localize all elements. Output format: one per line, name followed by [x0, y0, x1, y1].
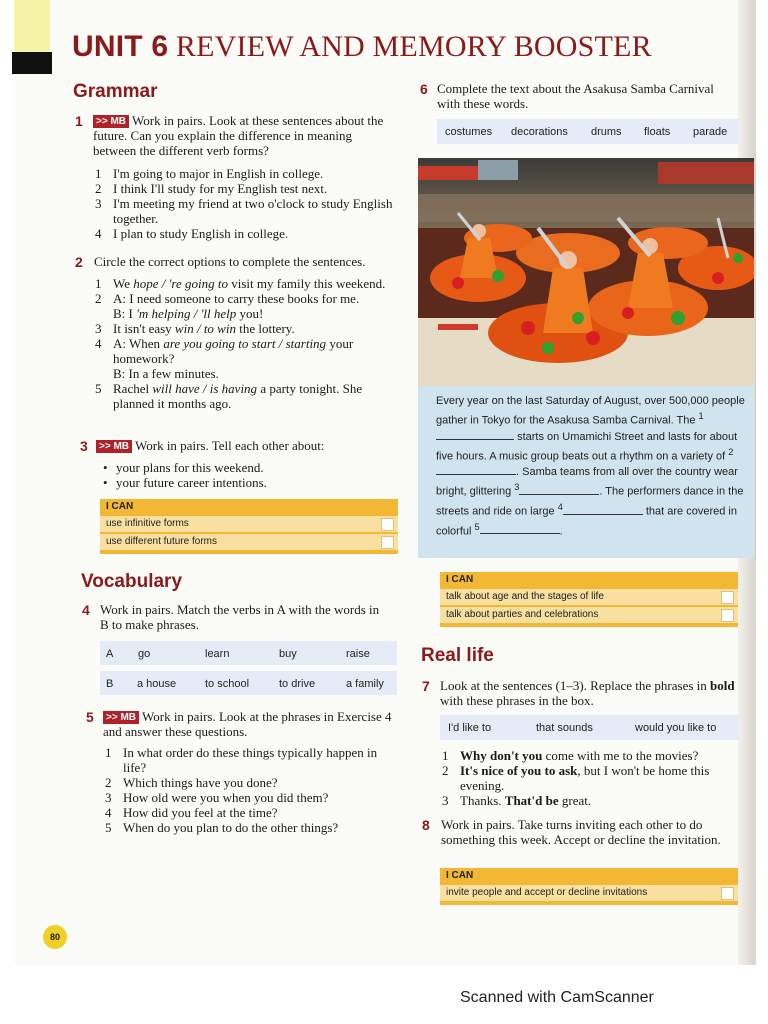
ican-row: invite people and accept or decline invitations: [440, 885, 738, 901]
carnival-text: [418, 386, 754, 558]
exercise-5-item: 5 When do you plan to do the other things?: [105, 820, 339, 835]
word-6-2: decorations: [511, 126, 568, 138]
exercise-8-instruction: Work in pairs. Take turns inviting each other to do something this week. Accept or decline the invitation.: [441, 817, 721, 847]
ican-row: use different future forms: [100, 534, 398, 550]
exercise-3-bullets: [100, 460, 390, 490]
exercise-7-instruction: Look at the sentences (1–3). Replace the phrases in bold with these phrases in the box.: [440, 678, 735, 708]
ican-heading: I CAN: [446, 574, 474, 585]
carnival-paragraph: Every year on the last Saturday of August, over 500,000 people gather in Tokyo for the Asakusa Samba Carnival. The $^1$ starts on Umamichi Street and lasts for about five hours. A music group beats out a rhythm on a variety of $^2$. Samba teams from all over the country wear bright, glittering $^3$ . The performers dance in the streets and ride on large $^4$ that are covered in colorful $^5$ .: [436, 395, 745, 538]
exercise-2-list: [93, 276, 398, 411]
word-box-b: [100, 671, 397, 695]
exercise-7-list: [440, 748, 740, 808]
page-title: [72, 30, 652, 64]
ican-checkbox[interactable]: [721, 609, 734, 622]
exercise-4-number: 4: [82, 602, 90, 618]
exercise-1-number: 1: [75, 113, 83, 129]
word-a-2: learn: [205, 648, 230, 660]
ican-checkbox[interactable]: [381, 536, 394, 549]
carnival-photo: [418, 158, 754, 386]
word-6-5: parade: [693, 126, 728, 138]
word-a-1: go: [138, 648, 151, 660]
exercise-7-item: 3 Thanks. That'd be great.: [442, 793, 592, 808]
exercise-2-item: 3 It isn't easy win / to win the lottery.: [95, 321, 295, 336]
blank-1: [436, 429, 514, 440]
exercise-5-instruction: >> MB Work in pairs. Look at the phrases in Exercise 4 and answer these questions.: [103, 709, 392, 739]
ican-row: talk about parties and celebrations: [440, 607, 738, 623]
exercise-8-number: 8: [422, 817, 430, 833]
exercise-5-item: 4 How did you feel at the time?: [105, 805, 278, 820]
exercise-3-bullet: • your future career intentions.: [100, 475, 390, 490]
exercise-1-list: [93, 166, 398, 241]
word-6-3: drums: [591, 126, 622, 138]
word-a-4: raise: [346, 648, 370, 660]
exercise-1-item: 4 I plan to study English in college.: [95, 226, 289, 241]
word-a-3: buy: [279, 648, 297, 660]
exercise-7-item: 2 It's nice of you to ask, but I won't be home this evening.: [442, 763, 710, 793]
word-b-1: a house: [137, 678, 177, 690]
word-box-a-label: A: [106, 648, 114, 660]
yellow-tab: [14, 0, 50, 52]
exercise-7-item: 1 Why don't you come with me to the movies?: [442, 748, 699, 763]
ican-row: talk about age and the stages of life: [440, 589, 738, 605]
mb-badge: >> MB: [93, 115, 129, 128]
exercise-3-number: 3: [80, 438, 88, 454]
unit-number: UNIT 6: [72, 30, 169, 63]
exercise-2-item: 1 We hope / 're going to visit my family this weekend.: [95, 276, 386, 291]
exercise-5-item: 3 How old were you when you did them?: [105, 790, 329, 805]
exercise-3-bullet: • your plans for this weekend.: [100, 460, 390, 475]
exercise-2-item: 2 A: I need someone to carry these books for me.: [95, 291, 360, 306]
exercise-3-instruction: >> MB Work in pairs. Tell each other about:: [96, 438, 396, 453]
ican-row: use infinitive forms: [100, 516, 398, 532]
exercise-1-instruction: >> MB Work in pairs. Look at these sentences about the future. Can you explain the difference in meaning between the different verb forms?: [93, 113, 384, 158]
blank-5: [480, 523, 560, 534]
exercise-4-instruction: Work in pairs. Match the verbs in A with the words in B to make phrases.: [100, 602, 380, 632]
black-tab: [12, 52, 52, 74]
scanner-watermark: Scanned with CamScanner: [460, 989, 654, 1006]
unit-title-text: REVIEW AND MEMORY BOOSTER: [175, 30, 652, 63]
real-life-heading: Real life: [421, 645, 494, 666]
phrase-7-2: that sounds: [536, 722, 593, 734]
phrase-7-3: would you like to: [635, 722, 717, 734]
exercise-2-instruction: Circle the correct options to complete the sentences.: [94, 254, 366, 269]
exercise-6-number: 6: [420, 81, 428, 97]
vocabulary-heading: Vocabulary: [81, 571, 183, 592]
exercise-5-item: 1 In what order do these things typically happen in life?: [105, 745, 378, 775]
ican-box-vocabulary: [440, 572, 738, 627]
exercise-5-item: 2 Which things have you done?: [105, 775, 278, 790]
mb-badge: >> MB: [103, 711, 139, 724]
word-6-1: costumes: [445, 126, 493, 138]
word-b-3: to drive: [279, 678, 316, 690]
ican-box-real-life: [440, 868, 738, 905]
grammar-heading: Grammar: [73, 81, 158, 102]
exercise-1-item: 3 I'm meeting my friend at two o'clock to study English together.: [95, 196, 393, 226]
word-box-6: [437, 119, 739, 144]
word-b-4: a family: [346, 678, 384, 690]
ican-box-grammar: [100, 499, 398, 554]
carnival-dancers-image: [418, 158, 754, 386]
ican-checkbox[interactable]: [721, 887, 734, 900]
exercise-6-instruction: Complete the text about the Asakusa Samba Carnival with these words.: [437, 81, 714, 111]
word-b-2: to school: [205, 678, 250, 690]
word-box-a: [100, 641, 397, 665]
exercise-2-item: B: I 'm helping / 'll help you!: [113, 306, 264, 321]
word-6-4: floats: [644, 126, 671, 138]
phrase-7-1: I'd like to: [448, 722, 492, 734]
exercise-2-item: B: In a few minutes.: [113, 366, 219, 381]
exercise-2-item: 4 A: When are you going to start / starting your homework?: [95, 336, 354, 366]
blank-2: [436, 464, 516, 475]
exercise-5-list: [103, 745, 398, 835]
blank-4: [563, 504, 643, 515]
ican-heading: I CAN: [446, 870, 474, 881]
blank-3: [519, 484, 599, 495]
exercise-2-number: 2: [75, 254, 83, 270]
mb-badge: >> MB: [96, 440, 132, 453]
ican-checkbox[interactable]: [381, 518, 394, 531]
ican-checkbox[interactable]: [721, 591, 734, 604]
page-number: 80: [43, 925, 67, 949]
exercise-1-item: 1 I'm going to major in English in college.: [95, 166, 324, 181]
exercise-7-number: 7: [422, 678, 430, 694]
ican-heading: I CAN: [106, 501, 134, 512]
exercise-2-item: 5 Rachel will have / is having a party tonight. She planned it months ago.: [95, 381, 363, 411]
phrase-box-7: [440, 715, 739, 740]
exercise-5-number: 5: [86, 709, 94, 725]
exercise-1-item: 2 I think I'll study for my English test next.: [95, 181, 328, 196]
word-box-b-label: B: [106, 678, 114, 690]
